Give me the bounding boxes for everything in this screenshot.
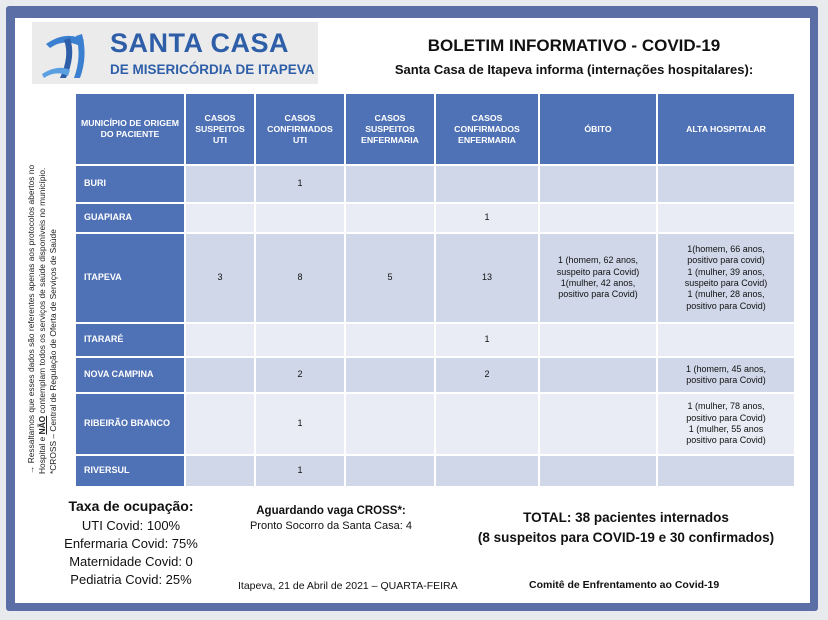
- table-header-row: [75, 93, 795, 165]
- value-cell: 2: [435, 357, 539, 393]
- footer-date: Itapeva, 21 de Abril de 2021 – QUARTA-FEIRA: [238, 580, 458, 592]
- obito-cell: [539, 357, 657, 393]
- alta-line: positivo para covid): [687, 255, 765, 266]
- bulletin-subtitle: Santa Casa de Itapeva informa (internações hospitalares):: [394, 62, 754, 77]
- obito-cell: [539, 203, 657, 233]
- side-note-text: Hospital e: [37, 434, 47, 474]
- value-cell: 1: [255, 165, 345, 203]
- occupancy-section: [46, 498, 216, 589]
- value-cell: [345, 455, 435, 487]
- obito-line: 1 (homem, 62 anos,: [557, 255, 639, 266]
- side-note-emphasis: NÃO: [37, 415, 47, 435]
- value-cell: 13: [435, 233, 539, 323]
- side-note-text: contemplam todos os serviços de saúde disponíveis no município.: [37, 167, 47, 416]
- obito-line: suspeito para Covid): [556, 266, 640, 277]
- side-note-line-2: [37, 154, 48, 474]
- alta-line: 1 (mulher, 28 anos,: [687, 289, 765, 300]
- municipio-cell: RIBEIRÃO BRANCO: [75, 393, 185, 455]
- value-cell: [185, 455, 255, 487]
- value-cell: 3: [185, 233, 255, 323]
- alta-line: 1 (mulher, 55 anos: [688, 424, 764, 434]
- value-cell: 1: [255, 455, 345, 487]
- santa-casa-logo: [32, 22, 318, 84]
- cross-value: Pronto Socorro da Santa Casa: 4: [249, 520, 413, 532]
- municipio-cell: ITARARÉ: [75, 323, 185, 357]
- alta-line: 1 (homem, 45 anos,: [685, 363, 767, 374]
- footer-comite: Comitê de Enfrentamento ao Covid-19: [529, 579, 720, 591]
- value-cell: 8: [255, 233, 345, 323]
- value-cell: [255, 203, 345, 233]
- value-cell: [185, 323, 255, 357]
- value-cell: [185, 393, 255, 455]
- cases-table: [74, 92, 796, 488]
- column-header: ÓBITO: [539, 93, 657, 165]
- occupancy-title: Taxa de ocupação:: [68, 498, 194, 514]
- table-row: [75, 323, 795, 357]
- obito-cell: [539, 393, 657, 455]
- value-cell: [185, 165, 255, 203]
- municipio-cell: BURI: [75, 165, 185, 203]
- alta-cell: [657, 393, 795, 455]
- value-cell: 1: [255, 393, 345, 455]
- value-cell: [435, 393, 539, 455]
- alta-cell: [657, 357, 795, 393]
- column-header: CASOS CONFIRMADOS ENFERMARIA: [435, 93, 539, 165]
- occupancy-maternidade: Maternidade Covid: 0: [69, 554, 193, 569]
- value-cell: [345, 357, 435, 393]
- municipio-cell: ITAPEVA: [75, 233, 185, 323]
- column-header: CASOS SUSPEITOS ENFERMARIA: [345, 93, 435, 165]
- value-cell: [435, 455, 539, 487]
- obito-line: 1(mulher, 42 anos,: [560, 278, 636, 288]
- alta-line: positivo para Covid): [686, 435, 766, 446]
- alta-cell: [657, 455, 795, 487]
- value-cell: 1: [435, 323, 539, 357]
- value-cell: [345, 203, 435, 233]
- column-header: CASOS SUSPEITOS UTI: [185, 93, 255, 165]
- total-line-1: TOTAL: 38 pacientes internados: [523, 510, 729, 525]
- alta-line: 1 (mulher, 39 anos,: [687, 266, 765, 277]
- value-cell: 2: [255, 357, 345, 393]
- total-line-2: (8 suspeitos para COVID-19 e 30 confirmados): [477, 530, 775, 545]
- table-row: [75, 165, 795, 203]
- municipio-cell: GUAPIARA: [75, 203, 185, 233]
- alta-line: 1 (mulher, 78 anos,: [687, 401, 765, 412]
- cross-section: [226, 505, 436, 532]
- side-note: [26, 154, 59, 474]
- table-row: [75, 455, 795, 487]
- table-row: [75, 203, 795, 233]
- value-cell: 1: [435, 203, 539, 233]
- logo-title: SANTA CASA: [110, 28, 289, 58]
- table-row: [75, 393, 795, 455]
- hospital-logo-icon: [40, 26, 102, 82]
- alta-line: 1(homem, 66 anos,: [687, 244, 765, 255]
- occupancy-enfermaria: Enfermaria Covid: 75%: [64, 536, 198, 551]
- table-row: [75, 233, 795, 323]
- obito-cell: [539, 165, 657, 203]
- obito-cell: [539, 323, 657, 357]
- value-cell: [255, 323, 345, 357]
- column-header: MUNICÍPIO DE ORIGEM DO PACIENTE: [75, 93, 185, 165]
- value-cell: 5: [345, 233, 435, 323]
- total-section: [466, 508, 786, 548]
- alta-cell: [657, 203, 795, 233]
- side-note-line-3: *CROSS – Central de Regulação de Oferta de Serviços de Saúde: [48, 229, 58, 474]
- alta-cell: [657, 233, 795, 323]
- alta-cell: [657, 165, 795, 203]
- value-cell: [345, 323, 435, 357]
- alta-line: suspeito para Covid): [684, 278, 768, 288]
- alta-line: positivo para Covid): [686, 375, 766, 385]
- occupancy-uti: UTI Covid: 100%: [81, 518, 181, 533]
- alta-line: positivo para Covid): [686, 412, 766, 423]
- obito-cell: [539, 233, 657, 323]
- value-cell: [185, 357, 255, 393]
- value-cell: [185, 203, 255, 233]
- occupancy-pediatria: Pediatria Covid: 25%: [70, 572, 192, 587]
- alta-cell: [657, 323, 795, 357]
- obito-line: positivo para Covid): [558, 289, 638, 300]
- value-cell: [345, 165, 435, 203]
- column-header: ALTA HOSPITALAR: [657, 93, 795, 165]
- value-cell: [435, 165, 539, 203]
- value-cell: [345, 393, 435, 455]
- cross-title: Aguardando vaga CROSS*:: [256, 505, 406, 517]
- table-row: [75, 357, 795, 393]
- logo-subtitle: DE MISERICÓRDIA DE ITAPEVA: [110, 62, 315, 77]
- municipio-cell: RIVERSUL: [75, 455, 185, 487]
- municipio-cell: NOVA CAMPINA: [75, 357, 185, 393]
- alta-line: positivo para Covid): [686, 300, 766, 311]
- bulletin-title: BOLETIM INFORMATIVO - COVID-19: [427, 36, 721, 55]
- side-note-line-1: → Ressaltamos que esses dados são referentes apenas aos protocolos abertos no: [26, 164, 36, 474]
- obito-cell: [539, 455, 657, 487]
- column-header: CASOS CONFIRMADOS UTI: [255, 93, 345, 165]
